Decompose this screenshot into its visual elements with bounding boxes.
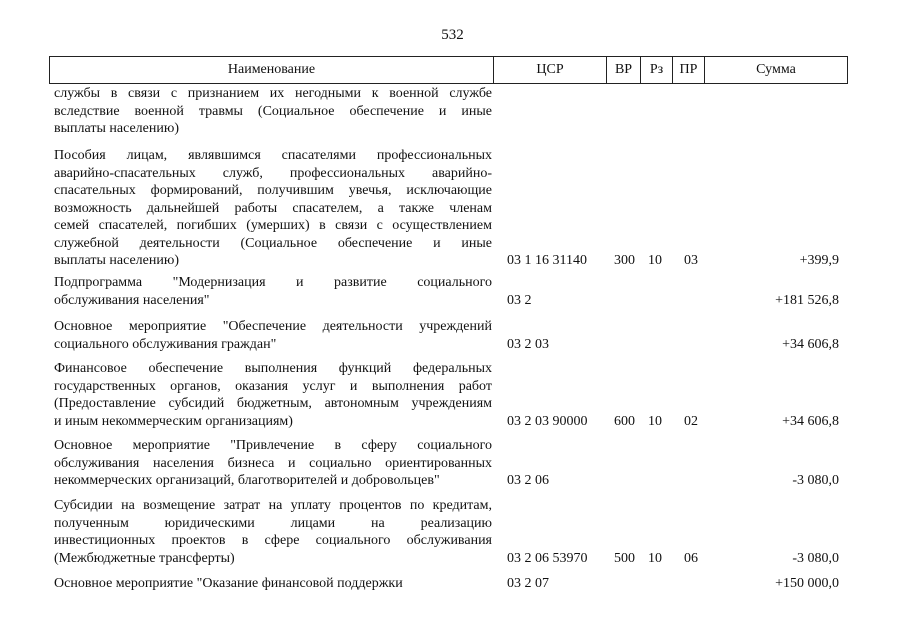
row-csr: 03 2 06 53970 xyxy=(507,550,588,566)
row-name-line: Субсидии на возмещение затрат на уплату процентов по кредитам, xyxy=(54,498,492,513)
row-name-line: инвестиционных проектов в сфере социального обслуживания xyxy=(54,533,492,548)
row-name-line: (Предоставление субсидий бюджетным, автономным учреждениям xyxy=(54,396,492,411)
row-name-line: Финансовое обеспечение выполнения функций федеральных xyxy=(54,361,492,376)
row-csr: 03 2 06 xyxy=(507,473,549,488)
row-sum: +150 000,0 xyxy=(775,576,839,591)
page-number: 532 xyxy=(441,27,464,43)
row-name-line: выплаты населению) xyxy=(54,121,179,136)
row-name-line: спасательных формирований, получившим увечья, исключающие xyxy=(54,183,492,198)
row-name-line: служебной деятельности (Социальное обеспечение и иные xyxy=(54,235,492,251)
row-name-line: некоммерческих организаций, благотворителей и добровольцев" xyxy=(54,473,440,488)
row-sum: -3 080,0 xyxy=(792,473,839,488)
header-rz: Рз xyxy=(641,57,673,84)
row-name xyxy=(54,274,492,309)
row-name-line: государственных органов, оказания услуг и выполнения работ xyxy=(54,378,492,394)
row-vr: 600 xyxy=(614,413,635,429)
row-name xyxy=(54,147,492,270)
row-vr: 500 xyxy=(614,550,635,566)
row-sum: +34 606,8 xyxy=(782,413,839,429)
row-csr: 03 1 16 31140 xyxy=(507,253,587,268)
row-rz: 10 xyxy=(648,253,662,268)
row-pr: 06 xyxy=(684,550,698,566)
row-csr: 03 2 03 90000 xyxy=(507,413,588,429)
row-name-line: Основное мероприятие "Оказание финансовой поддержки xyxy=(54,576,403,591)
header-name: Наименование xyxy=(50,57,494,84)
row-rz: 10 xyxy=(648,550,662,566)
row-csr: 03 2 07 xyxy=(507,576,549,591)
row-name xyxy=(54,318,492,353)
row-name-line: обслуживания населения бизнеса и социально ориентированных xyxy=(54,455,492,471)
row-name-line: возможность дальнейшей работы спасателем, а также членам xyxy=(54,200,492,216)
row-name-line: семей спасателей, погибших (умерших) в связи с осуществлением xyxy=(54,218,492,233)
row-sum: -3 080,0 xyxy=(792,550,839,566)
row-name-line: вследствие военной травмы (Социальное обеспечение и иные xyxy=(54,103,492,119)
table-header xyxy=(49,56,848,84)
row-name-line: аварийно-спасательных служб, профессиональных аварийно- xyxy=(54,165,492,181)
row-name-line: социального обслуживания граждан" xyxy=(54,336,277,352)
row-csr: 03 2 xyxy=(507,292,532,308)
row-name-line: выплаты населению) xyxy=(54,253,179,268)
row-name-line: Подпрограмма "Модернизация и развитие социального xyxy=(54,275,492,290)
row-name xyxy=(54,575,492,593)
row-name-line: Основное мероприятие "Обеспечение деятельности учреждений xyxy=(54,319,492,334)
row-pr: 02 xyxy=(684,413,698,429)
header-vr: ВР xyxy=(607,57,641,84)
header-pr: ПР xyxy=(673,57,705,84)
row-rz: 10 xyxy=(648,413,662,429)
row-name-line: полученным юридическими лицами на реализацию xyxy=(54,515,492,531)
row-csr: 03 2 03 xyxy=(507,336,549,352)
row-name-line: службы в связи с признанием их негодными к военной службе xyxy=(54,86,492,101)
row-name-line: Пособия лицам, являвшимся спасателями профессиональных xyxy=(54,148,492,163)
row-name-line: Основное мероприятие "Привлечение в сферу социального xyxy=(54,438,492,453)
row-pr: 03 xyxy=(684,253,698,268)
row-sum: +399,9 xyxy=(799,253,839,268)
row-name-line: (Межбюджетные трансферты) xyxy=(54,550,235,566)
row-name-line: обслуживания населения" xyxy=(54,292,210,308)
row-name xyxy=(54,85,492,138)
row-name xyxy=(54,437,492,490)
row-sum: +34 606,8 xyxy=(782,336,839,352)
row-sum: +181 526,8 xyxy=(775,292,839,308)
row-name xyxy=(54,360,492,430)
row-name xyxy=(54,497,492,567)
row-name-line: и иным некоммерческим организациям) xyxy=(54,413,293,429)
header-sum: Сумма xyxy=(705,57,848,84)
header-csr: ЦСР xyxy=(494,57,607,84)
row-vr: 300 xyxy=(614,253,635,268)
